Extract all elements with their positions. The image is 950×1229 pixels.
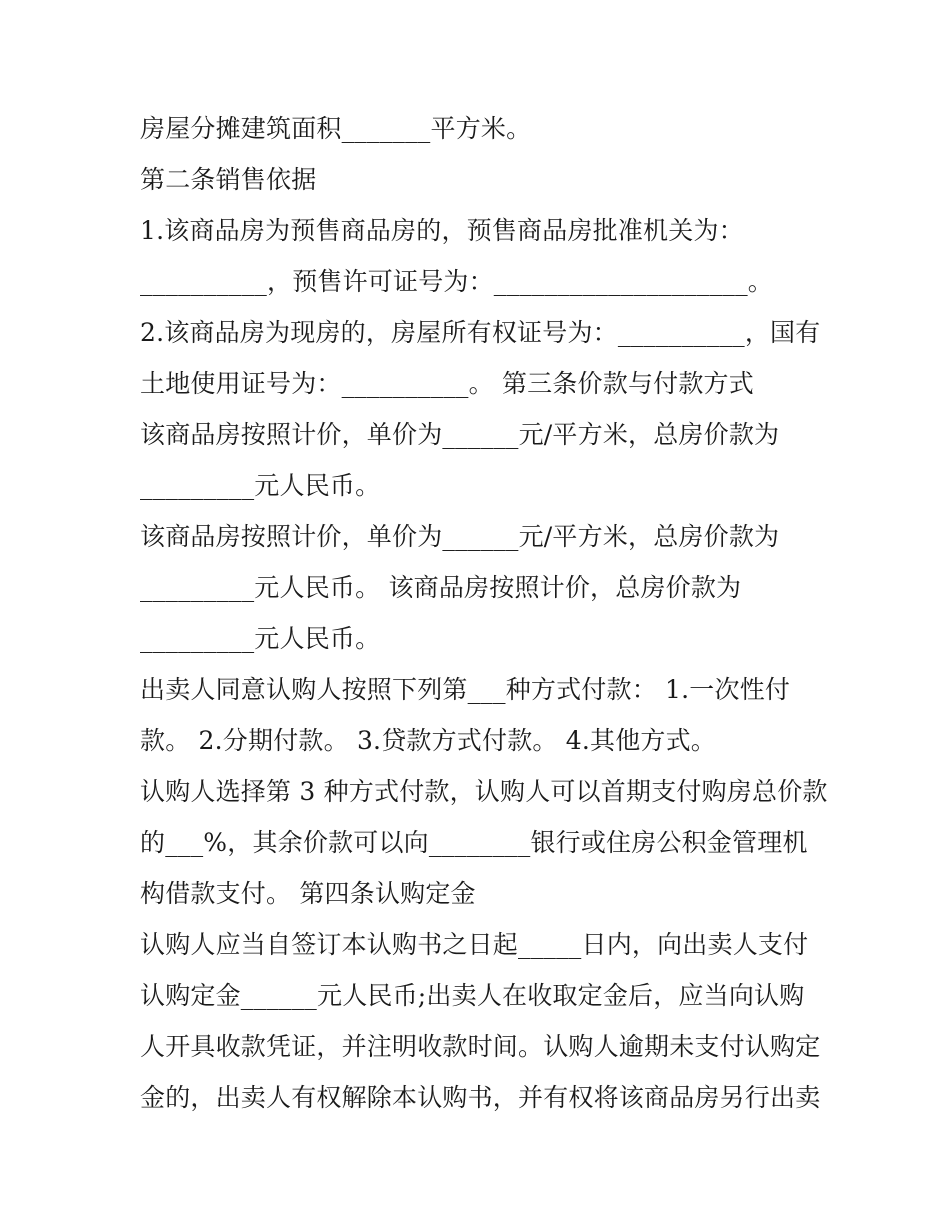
text-line: 构借款支付。 第四条认购定金 (140, 879, 476, 908)
text-line: 出卖人同意认购人按照下列第___种方式付款： 1.一次性付 (140, 675, 791, 704)
text-line: 1.该商品房为预售商品房的，预售商品房批准机关为： (140, 216, 744, 245)
text-line: _________元人民币。 (140, 471, 381, 500)
text-line: 的___%，其余价款可以向________银行或住房公积金管理机 (140, 828, 808, 857)
text-line: __________，预售许可证号为：____________________。 (140, 267, 774, 296)
section-heading: 第二条销售依据 (140, 165, 317, 194)
text-line: _________元人民币。 (140, 624, 381, 653)
text-line: 款。 2.分期付款。 3.贷款方式付款。 4.其他方式。 (140, 726, 716, 755)
text-line: 金的，出卖人有权解除本认购书，并有权将该商品房另行出卖 (140, 1083, 821, 1112)
text-line: 人开具收款凭证，并注明收款时间。认购人逾期未支付认购定 (140, 1032, 821, 1061)
text-line: 认购人应当自签订本认购书之日起_____日内，向出卖人支付 (140, 930, 809, 959)
text-line: 该商品房按照计价，单价为______元/平方米，总房价款为 (140, 522, 780, 551)
text-line: 该商品房按照计价，单价为______元/平方米，总房价款为 (140, 420, 780, 449)
text-line: 土地使用证号为：__________。 第三条价款与付款方式 (140, 369, 754, 398)
text-line: 认购人选择第 3 种方式付款，认购人可以首期支付购房总价款 (140, 777, 828, 806)
text-line: 认购定金______元人民币;出卖人在收取定金后，应当向认购 (140, 981, 805, 1010)
text-line: 2.该商品房为现房的，房屋所有权证号为：__________，国有 (140, 318, 821, 347)
text-line: 房屋分摊建筑面积_______平方米。 (140, 114, 532, 143)
document-body (140, 103, 828, 1123)
text-line: _________元人民币。 该商品房按照计价，总房价款为 (140, 573, 742, 602)
